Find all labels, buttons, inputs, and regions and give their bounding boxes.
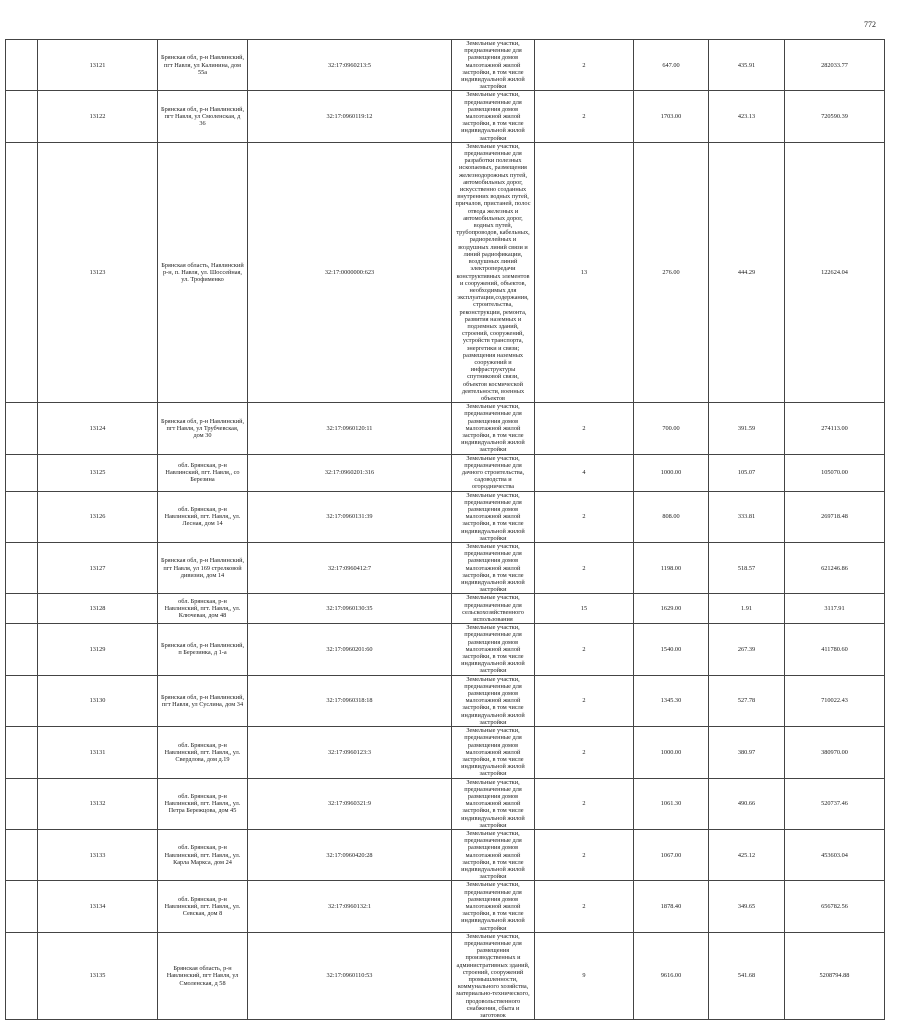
- use-group-cell: 2: [535, 91, 634, 142]
- table-row: [6, 829, 885, 880]
- spacer-cell: [6, 543, 38, 594]
- use-group-cell: 2: [535, 543, 634, 594]
- specific-value-cell: 391.59: [709, 403, 785, 454]
- cadastral-number-cell: 32:17:0960201:60: [248, 624, 452, 675]
- area-cell: 1345.30: [634, 675, 709, 726]
- land-use-cell: Земельные участки, предназначенные для размещения домов малоэтажной жилой застройки, в том числе индивидуальной жилой застройки: [452, 881, 535, 932]
- land-use-cell: Земельные участки, предназначенные для размещения домов малоэтажной жилой застройки, в том числе индивидуальной жилой застройки: [452, 403, 535, 454]
- row-number: 13126: [38, 491, 158, 542]
- spacer-cell: [6, 624, 38, 675]
- area-cell: 808.00: [634, 491, 709, 542]
- area-cell: 1198.00: [634, 543, 709, 594]
- use-group-cell: 2: [535, 778, 634, 829]
- cadastral-value-cell: 282033.77: [785, 40, 885, 91]
- cadastral-value-cell: 720590.39: [785, 91, 885, 142]
- land-use-cell: Земельные участки, предназначенные для размещения домов малоэтажной жилой застройки, в том числе индивидуальной жилой застройки: [452, 543, 535, 594]
- cadastral-number-cell: 32:17:0960412:7: [248, 543, 452, 594]
- table-row: [6, 454, 885, 491]
- row-number: 13133: [38, 829, 158, 880]
- spacer-cell: [6, 675, 38, 726]
- specific-value-cell: 490.66: [709, 778, 785, 829]
- address-cell: Брянская обл, р-н Навлинский, пгт Навля, ул Трубчевская, дом 30: [158, 403, 248, 454]
- cadastral-number-cell: 32:17:0960119:12: [248, 91, 452, 142]
- spacer-cell: [6, 727, 38, 778]
- cadastral-value-cell: 520737.46: [785, 778, 885, 829]
- specific-value-cell: 380.97: [709, 727, 785, 778]
- area-cell: 1540.00: [634, 624, 709, 675]
- land-use-cell: Земельные участки, предназначенные для размещения домов малоэтажной жилой застройки, в том числе индивидуальной жилой застройки: [452, 91, 535, 142]
- spacer-cell: [6, 778, 38, 829]
- land-use-cell: Земельные участки, предназначенные для дачного строительства, садоводства и огородничества: [452, 454, 535, 491]
- land-use-cell: Земельные участки, предназначенные для размещения домов малоэтажной жилой застройки, в том числе индивидуальной жилой застройки: [452, 675, 535, 726]
- address-cell: Брянская обл, р-н Навлинский, пгт Навля, ул Смоленская, д 36: [158, 91, 248, 142]
- specific-value-cell: 1.91: [709, 594, 785, 624]
- row-number: 13132: [38, 778, 158, 829]
- cadastral-number-cell: 32:17:0960120:11: [248, 403, 452, 454]
- row-number: 13123: [38, 142, 158, 402]
- cadastral-value-cell: 453603.04: [785, 829, 885, 880]
- area-cell: 1878.40: [634, 881, 709, 932]
- cadastral-value-cell: 105070.00: [785, 454, 885, 491]
- land-use-cell: Земельные участки, предназначенные для размещения производственных и административных зданий, строений, сооружений промышленности, коммунального хозяйства, материально-технического, продовольственного снабжения, сбыта и заготовок: [452, 932, 535, 1019]
- area-cell: 1061.30: [634, 778, 709, 829]
- specific-value-cell: 425.12: [709, 829, 785, 880]
- table-row: [6, 91, 885, 142]
- row-number: 13124: [38, 403, 158, 454]
- use-group-cell: 15: [535, 594, 634, 624]
- address-cell: Брянская область, р-н Навлинский, пгт Навля, ул Смоленская, д 58: [158, 932, 248, 1019]
- cadastral-value-cell: 5208794.88: [785, 932, 885, 1019]
- specific-value-cell: 349.65: [709, 881, 785, 932]
- land-use-cell: Земельные участки, предназначенные для размещения домов малоэтажной жилой застройки, в том числе индивидуальной жилой застройки: [452, 727, 535, 778]
- table-row: [6, 594, 885, 624]
- table-row: [6, 778, 885, 829]
- cadastral-value-cell: 710022.43: [785, 675, 885, 726]
- cadastral-number-cell: 32:17:0960201:316: [248, 454, 452, 491]
- row-number: 13129: [38, 624, 158, 675]
- use-group-cell: 9: [535, 932, 634, 1019]
- use-group-cell: 2: [535, 403, 634, 454]
- area-cell: 647.00: [634, 40, 709, 91]
- specific-value-cell: 518.57: [709, 543, 785, 594]
- spacer-cell: [6, 403, 38, 454]
- spacer-cell: [6, 932, 38, 1019]
- cadastral-value-cell: 122624.04: [785, 142, 885, 402]
- spacer-cell: [6, 829, 38, 880]
- cadastral-value-cell: 656782.56: [785, 881, 885, 932]
- row-number: 13127: [38, 543, 158, 594]
- spacer-cell: [6, 881, 38, 932]
- use-group-cell: 2: [535, 491, 634, 542]
- specific-value-cell: 527.78: [709, 675, 785, 726]
- row-number: 13121: [38, 40, 158, 91]
- spacer-cell: [6, 40, 38, 91]
- table-row: [6, 403, 885, 454]
- row-number: 13122: [38, 91, 158, 142]
- table-row: [6, 624, 885, 675]
- address-cell: Брянская обл, р-н Навлинский, пгт Навля, ул 169 стрелковой дивизии, дом 14: [158, 543, 248, 594]
- spacer-cell: [6, 91, 38, 142]
- cadastral-value-cell: 274113.00: [785, 403, 885, 454]
- spacer-cell: [6, 491, 38, 542]
- cadastral-number-cell: 32:17:0960321:9: [248, 778, 452, 829]
- cadastral-number-cell: 32:17:0960123:3: [248, 727, 452, 778]
- land-use-cell: Земельные участки, предназначенные для разработки полезных ископаемых, размещения железнодорожных путей, автомобильных дорог, искусственно созданных внутренних водных путей, причалов, пристаней, полос отвода железных и автомобильных дорог, водных путей, трубопроводов, кабельных, радиорелейных и воздушных линий связи и линий радиофикации, воздушных линий электропередачи конструктивных элементов и сооружений, объектов, необходимых для эксплуатации,содержания, строительства, реконструкции, ремонта, развития наземных и подземных зданий, строений, сооружений, устройств транспорта, энергетики и связи; размещения наземных сооружений и инфраструктуры спутниковой связи, объектов космической деятельности, военных объектов: [452, 142, 535, 402]
- table-row: [6, 491, 885, 542]
- area-cell: 1703.00: [634, 91, 709, 142]
- row-number: 13134: [38, 881, 158, 932]
- cadastral-number-cell: 32:17:0960132:1: [248, 881, 452, 932]
- use-group-cell: 2: [535, 829, 634, 880]
- land-use-cell: Земельные участки, предназначенные для размещения домов малоэтажной жилой застройки, в том числе индивидуальной жилой застройки: [452, 624, 535, 675]
- land-use-cell: Земельные участки, предназначенные для размещения домов малоэтажной жилой застройки, в том числе индивидуальной жилой застройки: [452, 491, 535, 542]
- cadastral-number-cell: 32:17:0000000:623: [248, 142, 452, 402]
- land-use-cell: Земельные участки, предназначенные для размещения домов малоэтажной жилой застройки, в том числе индивидуальной жилой застройки: [452, 40, 535, 91]
- spacer-cell: [6, 594, 38, 624]
- area-cell: 276.00: [634, 142, 709, 402]
- address-cell: обл. Брянская, р-н Навлинский, пгт. Навля,, ул. Лесная, дом 14: [158, 491, 248, 542]
- specific-value-cell: 541.68: [709, 932, 785, 1019]
- cadastral-value-cell: 380970.00: [785, 727, 885, 778]
- row-number: 13125: [38, 454, 158, 491]
- area-cell: 9616.00: [634, 932, 709, 1019]
- use-group-cell: 2: [535, 624, 634, 675]
- cadastral-registry-table: [5, 39, 885, 1020]
- use-group-cell: 4: [535, 454, 634, 491]
- area-cell: 1000.00: [634, 727, 709, 778]
- row-number: 13128: [38, 594, 158, 624]
- table-row: [6, 543, 885, 594]
- cadastral-value-cell: 621246.86: [785, 543, 885, 594]
- cadastral-number-cell: 32:17:0960131:39: [248, 491, 452, 542]
- row-number: 13130: [38, 675, 158, 726]
- area-cell: 1000.00: [634, 454, 709, 491]
- cadastral-number-cell: 32:17:0960420:28: [248, 829, 452, 880]
- specific-value-cell: 423.13: [709, 91, 785, 142]
- spacer-cell: [6, 454, 38, 491]
- cadastral-value-cell: 269718.48: [785, 491, 885, 542]
- address-cell: Брянская обл, р-н Навлинский, пгт Навля, ул Суслина, дом 34: [158, 675, 248, 726]
- specific-value-cell: 435.91: [709, 40, 785, 91]
- cadastral-number-cell: 32:17:0960130:35: [248, 594, 452, 624]
- table-row: [6, 40, 885, 91]
- address-cell: обл. Брянская, р-н Навлинский, пгт. Навля,, ул. Петра Бережцова, дом 45: [158, 778, 248, 829]
- cadastral-number-cell: 32:17:0960318:18: [248, 675, 452, 726]
- table-row: [6, 675, 885, 726]
- use-group-cell: 2: [535, 881, 634, 932]
- address-cell: обл. Брянская, р-н Навлинский, пгт. Навля,, со Березина: [158, 454, 248, 491]
- row-number: 13135: [38, 932, 158, 1019]
- use-group-cell: 13: [535, 142, 634, 402]
- use-group-cell: 2: [535, 727, 634, 778]
- use-group-cell: 2: [535, 40, 634, 91]
- area-cell: 700.00: [634, 403, 709, 454]
- area-cell: 1629.00: [634, 594, 709, 624]
- specific-value-cell: 267.39: [709, 624, 785, 675]
- specific-value-cell: 333.81: [709, 491, 785, 542]
- cadastral-value-cell: 3117.91: [785, 594, 885, 624]
- table-row: [6, 142, 885, 402]
- cadastral-number-cell: 32:17:0960110:53: [248, 932, 452, 1019]
- address-cell: обл. Брянская, р-н Навлинский, пгт. Навля,, ул. Карла Маркса, дом 24: [158, 829, 248, 880]
- cadastral-number-cell: 32:17:0960213:5: [248, 40, 452, 91]
- address-cell: Брянская обл, р-н Навлинский, пгт Навля, ул Калинина, дом 55а: [158, 40, 248, 91]
- page-number: 772: [864, 20, 876, 29]
- table-row: [6, 932, 885, 1019]
- use-group-cell: 2: [535, 675, 634, 726]
- specific-value-cell: 444.29: [709, 142, 785, 402]
- land-use-cell: Земельные участки, предназначенные для сельскохозяйственного использования: [452, 594, 535, 624]
- address-cell: обл. Брянская, р-н Навлинский, пгт. Навля,, ул. Свердлова, дом д.19: [158, 727, 248, 778]
- spacer-cell: [6, 142, 38, 402]
- address-cell: обл. Брянская, р-н Навлинский, пгт. Навля,, ул. Севская, дом 8: [158, 881, 248, 932]
- address-cell: обл. Брянская, р-н Навлинский, пгт. Навля,, ул. Ключевая, дом 48: [158, 594, 248, 624]
- table-body: [6, 40, 885, 1020]
- address-cell: Брянская обл, р-н Навлинский, п Березинка, д 1-а: [158, 624, 248, 675]
- specific-value-cell: 105.07: [709, 454, 785, 491]
- table-row: [6, 881, 885, 932]
- table-row: [6, 727, 885, 778]
- address-cell: Брянская область, Навлинский р-н, п. Навля, ул. Шоссейная, ул. Трофименко: [158, 142, 248, 402]
- area-cell: 1067.00: [634, 829, 709, 880]
- cadastral-value-cell: 411780.60: [785, 624, 885, 675]
- row-number: 13131: [38, 727, 158, 778]
- land-use-cell: Земельные участки, предназначенные для размещения домов малоэтажной жилой застройки, в том числе индивидуальной жилой застройки: [452, 778, 535, 829]
- land-use-cell: Земельные участки, предназначенные для размещения домов малоэтажной жилой застройки, в том числе индивидуальной жилой застройки: [452, 829, 535, 880]
